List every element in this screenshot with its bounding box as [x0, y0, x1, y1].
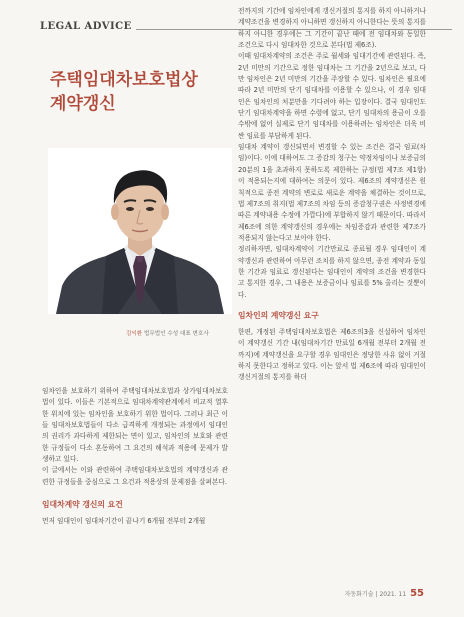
intro-paragraph: 임차인을 보호하기 위하여 주택임대차보호법과 상가임대차보호법이 있다. 이들은 기본적으로 임대차계약관계에서 비교적 열후한 위치에 있는 임차인을 보호하기 위한 법이다. 그러나 최근 이들 임대차보호법들이 다소 급격하게 개정되는 과정에서 임대인의 권리가 과다하게 제한되는 면이 있고, 임차인의 보호와 관련한 규정들이 다소 혼동하여 그 요건의 해석과 적용에 문제가 발생하고 있다. — [42, 387, 228, 464]
body-paragraph-2: 이때 임대차계약의 조건은 주로 월세와 임대기간에 관련된다. 즉, 2년 미만의 기간으로 정한 임대차는 그 기간을 2년으로 보고, 다만 임차인은 2년 미만의 기간을 주장할 수 있다. 임차인은 필요에 따라 2년 미만의 단기 임대차를 이용할 수 있으나, 이 경우 임대인은 임차인의 처분만을 기다려야 하는 입장이다. 결국 임대인도 단기 임대차계약을 하면 수령에 없고, 단기 임대차의 용금이 오를 수밖에 없어 실제로 단기 임대차를 이용하려는 임차인은 더욱 비싼 임료를 부담하게 된다. — [238, 52, 426, 140]
body-paragraph-4: 정리하자면, 임대차계약이 기간만료로 종료될 경우 임대인이 계약갱신과 관련하여 아무런 조치를 하지 않으면, 종전 계약과 동일한 기간과 임료로 갱신된다는 임대인이 계약의 조건을 변경한다고 통지한 경우, 그 내용은 보증금이나 임료를 5% 올리는 것뿐이다. — [238, 245, 426, 299]
body-paragraph-5: 한편, 개정된 주택임대차보호법은 제6조의3을 신설하여 임차인이 계약갱신 기간 내(임대차기간 만료일 6개월 전부터 2개월 전까지)에 계약갱신을 요구할 경우 임대인은 정당한 사유 없이 거절하지 못한다고 정하고 있다. 이는 앞서 법 제6조에 따라 임대인이 갱신거절의 통지를 하더 — [238, 327, 426, 382]
page-number: 55 — [410, 588, 424, 599]
author-title: 법무법인 수성 대표 변호사 — [142, 331, 209, 337]
author-name: 김익환 — [126, 331, 143, 337]
right-column — [238, 6, 426, 384]
article-title — [50, 68, 230, 116]
intro-paragraph-2: 이 글에서는 이와 관련하여 주택임대차보호법의 계약갱신과 관련한 규정들을 중심으로 그 요건과 적용상의 문제점을 살펴본다. — [42, 466, 228, 486]
title-line-1: 주택임대차보호법상 — [50, 70, 198, 90]
page-footer: 자동화기술 | 2021. 11 55 — [344, 588, 424, 599]
issue-date: 2021. 11 — [379, 591, 407, 598]
magazine-name: 자동화기술 — [344, 591, 374, 598]
subheading-tenant-renewal-request: 임차인의 계약갱신 요구 — [238, 310, 319, 320]
renewal-paragraph-start: 먼저 임대인이 임대차기간이 끝나기 6개월 전부터 2개월 — [42, 517, 206, 526]
body-paragraph-1: 전까지의 기간에 임차인에게 갱신거절의 통지를 하지 아니하거나 계약조건을 변경하지 아니하면 갱신하지 아니한다는 뜻의 통지를 하지 아니한 경우에는 그 기간이 끝난 때에 전 임대차와 동일한 조건으로 다시 임대차한 것으로 본다(법 제6조). — [238, 7, 426, 50]
author-caption — [126, 329, 209, 337]
section-label: LEGAL ADVICE — [40, 21, 132, 32]
body-paragraph-3: 임대차 계약이 갱신되면서 변경할 수 있는 조건은 결국 임료(차임)이다. 이에 대하여도 그 증감의 청구는 약정차임이나 보증금의 20분의 1을 초과하지 못하도록 제한하는 규정(법 제7조 제1항)이 적용되는지에 대하여는 의문이 있다. 제6조의 계약갱신은 원칙적으로 종전 계약의 변로로 새로운 계약을 체결하는 것이므로, 법 제7조의 취지(법 제7조의 차임 등의 증감청구권은 사정변경에 따른 계약내용 수정에 가깝다)에 부합하지 않기 때문이다. 따라서 제6조에 의한 계약갱신의 경우에는 차임증감과 관련한 제7조가 적용되지 않는다고 보아야 한다. — [238, 143, 426, 242]
left-column — [42, 386, 228, 527]
author-photo — [48, 148, 232, 314]
subheading-renewal-requirements: 임대차계약 갱신의 요건 — [42, 500, 123, 510]
author-portrait-image — [48, 148, 232, 314]
title-line-2: 계약갱신 — [50, 94, 116, 114]
